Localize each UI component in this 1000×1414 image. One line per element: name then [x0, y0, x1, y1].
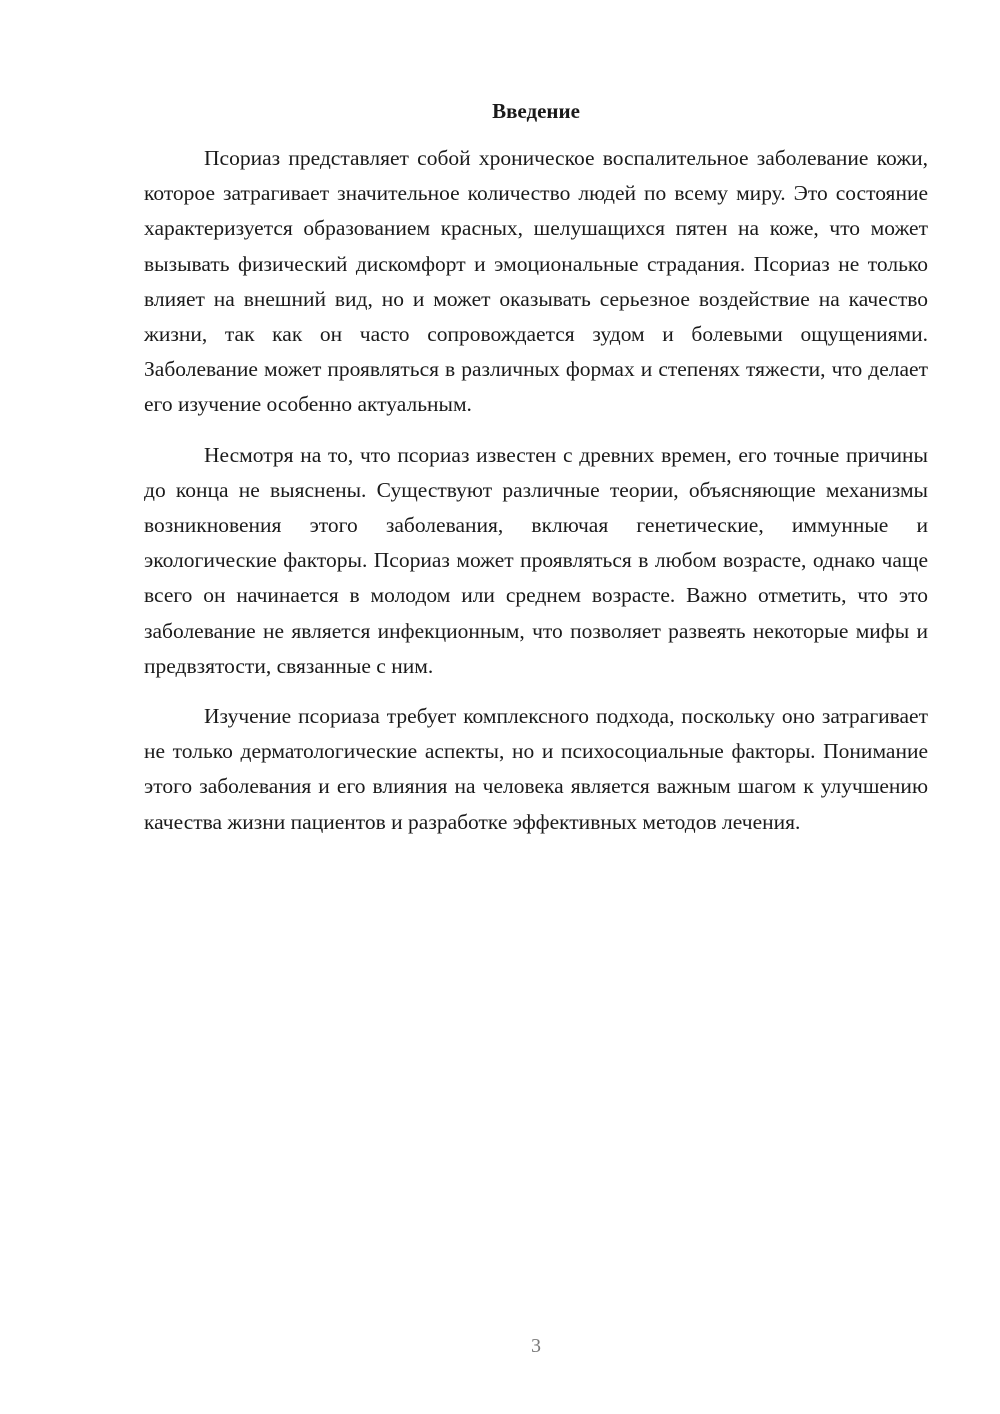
- body-text: [144, 141, 928, 855]
- paragraph-2: Несмотря на то, что псориаз известен с древних времен, его точные причины до конца не выяснены. Существуют различные теории, объясняющие механизмы возникновения этого заболевания, включая генетические, иммунные и экологические факторы. Псориаз может проявляться в любом возрасте, однако чаще всего он начинается в молодом или среднем возрасте. Важно отметить, что это заболевание не является инфекционным, что позволяет развеять некоторые мифы и предвзятости, связанные с ним.: [144, 442, 928, 678]
- page-number: 3: [531, 1335, 541, 1357]
- paragraph-1: Псориаз представляет собой хроническое воспалительное заболевание кожи, которое затрагивает значительное количество людей по всему миру. Это состояние характеризуется образованием красных, шелушащихся пятен на коже, что может вызывать физический дискомфорт и эмоциональные страдания. Псориаз не только влияет на внешний вид, но и может оказывать серьезное воздействие на качество жизни, так как он часто сопровождается зудом и болевыми ощущениями. Заболевание может проявляться в различных формах и степенях тяжести, что делает его изучение особенно актуальным.: [144, 146, 928, 417]
- paragraph-3: Изучение псориаза требует комплексного подхода, поскольку оно затрагивает не только дерматологические аспекты, но и психосоциальные факторы. Понимание этого заболевания и его влияния на человека является важным шагом к улучшению качества жизни пациентов и разработке эффективных методов лечения.: [144, 704, 928, 834]
- section-heading: Введение: [492, 99, 580, 123]
